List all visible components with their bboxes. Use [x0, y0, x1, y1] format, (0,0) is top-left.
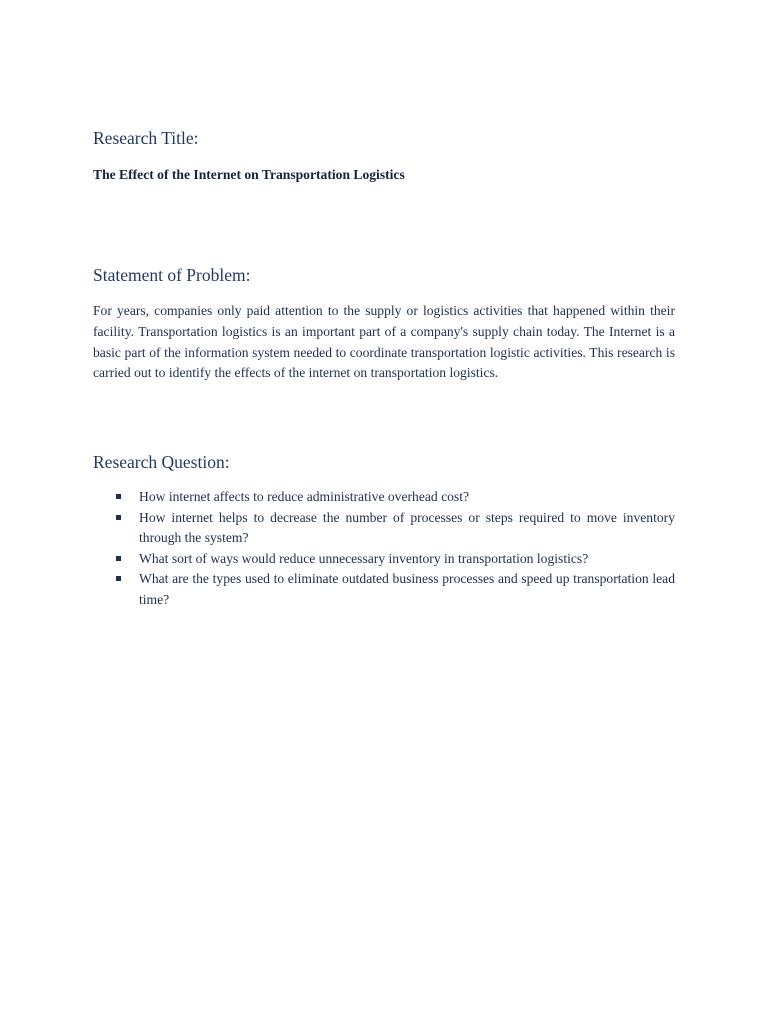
square-bullet-icon	[116, 515, 121, 520]
question-text: What are the types used to eliminate outdated business processes and speed up transportation lead time?	[139, 571, 675, 607]
square-bullet-icon	[116, 556, 121, 561]
statement-of-problem-text: For years, companies only paid attention to the supply or logistics activities that happened within their facility. Transportation logistics is an important part of a company's supply chain today. The Internet is a basic part of the information system needed to coordinate transportation logistic activities. This research is carried out to identify the effects of the internet on transportation logistics.	[93, 303, 675, 381]
statement-of-problem-heading: Statement of Problem:	[93, 265, 251, 285]
square-bullet-icon	[116, 576, 121, 581]
list-item	[93, 569, 675, 610]
question-text: How internet affects to reduce administrative overhead cost?	[139, 489, 470, 504]
list-item	[93, 549, 675, 570]
research-question-list	[93, 487, 675, 611]
square-bullet-icon	[116, 494, 121, 499]
research-title: The Effect of the Internet on Transportation Logistics	[93, 167, 405, 182]
research-title-heading: Research Title:	[93, 128, 199, 148]
question-text: What sort of ways would reduce unnecessary inventory in transportation logistics?	[139, 550, 589, 566]
list-item	[93, 487, 675, 508]
research-question-heading: Research Question:	[93, 452, 230, 472]
question-text: How internet helps to decrease the number of processes or steps required to move inventory through the system?	[139, 509, 675, 546]
list-item	[93, 508, 675, 549]
